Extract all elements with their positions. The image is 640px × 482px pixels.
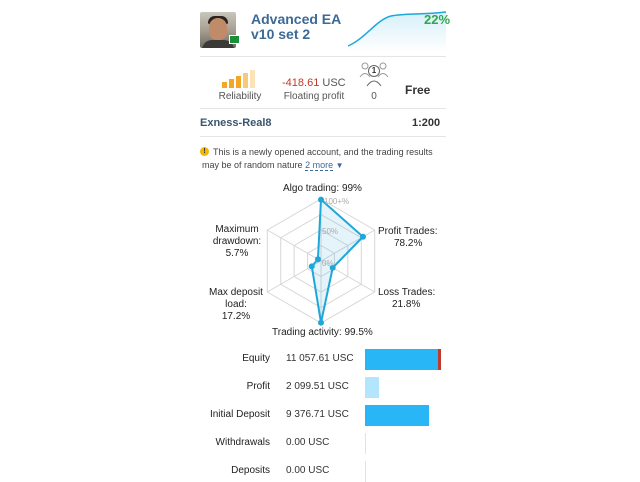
ring-label-50: 50% — [322, 227, 339, 236]
ring-label-100: 100+% — [324, 197, 350, 206]
financial-value: 9 376.71 USC — [286, 409, 349, 420]
divider — [200, 136, 446, 137]
divider — [200, 108, 446, 109]
broker-server[interactable]: Exness-Real8 — [200, 117, 272, 129]
financial-label: Equity — [242, 353, 270, 364]
subscribers-icon-count: 1 — [371, 66, 377, 75]
floating-profit-amount: -418.61 — [282, 77, 320, 89]
financial-value: 0.00 USC — [286, 437, 330, 448]
floating-profit-currency: USC — [322, 77, 346, 89]
axis-label-profit-trades: Profit Trades: 78.2% — [378, 226, 438, 249]
floating-profit-value — [282, 77, 346, 89]
signal-title[interactable] — [251, 12, 341, 42]
reliability-bars-icon — [222, 70, 258, 88]
country-flag-icon — [229, 35, 240, 44]
subscribers-count: 0 — [371, 91, 377, 102]
notice — [202, 146, 446, 172]
ring-label-0: 0% — [322, 259, 334, 268]
financial-value: 0.00 USC — [286, 465, 330, 476]
divider — [200, 56, 446, 57]
axis-label-trading-activity: Trading activity: 99.5% — [272, 327, 373, 338]
financial-value: 11 057.61 USC — [286, 353, 354, 364]
notice-more-link[interactable]: 2 more — [305, 160, 334, 170]
radar-point[interactable] — [315, 256, 321, 262]
financial-value: 2 099.51 USC — [286, 381, 349, 392]
financial-bar — [365, 405, 429, 426]
floating-profit-label: Floating profit — [283, 91, 345, 102]
price-free[interactable]: Free — [405, 83, 431, 97]
chevron-down-icon[interactable]: ▼ — [335, 161, 344, 170]
radar-point[interactable] — [309, 263, 315, 269]
floating-loss-marker — [438, 349, 441, 370]
financial-label: Initial Deposit — [209, 409, 270, 420]
signal-title-line1[interactable]: Advanced EA — [251, 11, 342, 27]
financial-bar — [365, 349, 441, 370]
radar-point[interactable] — [360, 234, 366, 240]
financial-bar — [365, 377, 379, 398]
financial-label: Deposits — [231, 465, 270, 476]
reliability-label: Reliability — [218, 91, 262, 102]
financial-bar — [365, 433, 366, 454]
axis-label-max-deposit-load: Max deposit load: 17.2% — [209, 287, 263, 322]
financial-bar — [365, 461, 366, 482]
notice-text: This is a newly opened account, and the trading results may be of random nature — [202, 147, 433, 170]
gain-percent: 22% — [424, 12, 451, 27]
axis-label-max-drawdown: Maximum drawdown: 5.7% — [212, 224, 262, 259]
radar-point[interactable] — [318, 320, 324, 326]
axis-label-loss-trades: Loss Trades: 21.8% — [378, 287, 436, 310]
warning-icon: ! — [200, 147, 209, 156]
financial-label: Profit — [246, 381, 270, 392]
leverage: 1:200 — [412, 117, 441, 129]
financial-label: Withdrawals — [215, 437, 270, 448]
signal-title-line2[interactable]: v10 set 2 — [251, 26, 311, 42]
axis-label-algo-trading: Algo trading: 99% — [283, 183, 362, 194]
